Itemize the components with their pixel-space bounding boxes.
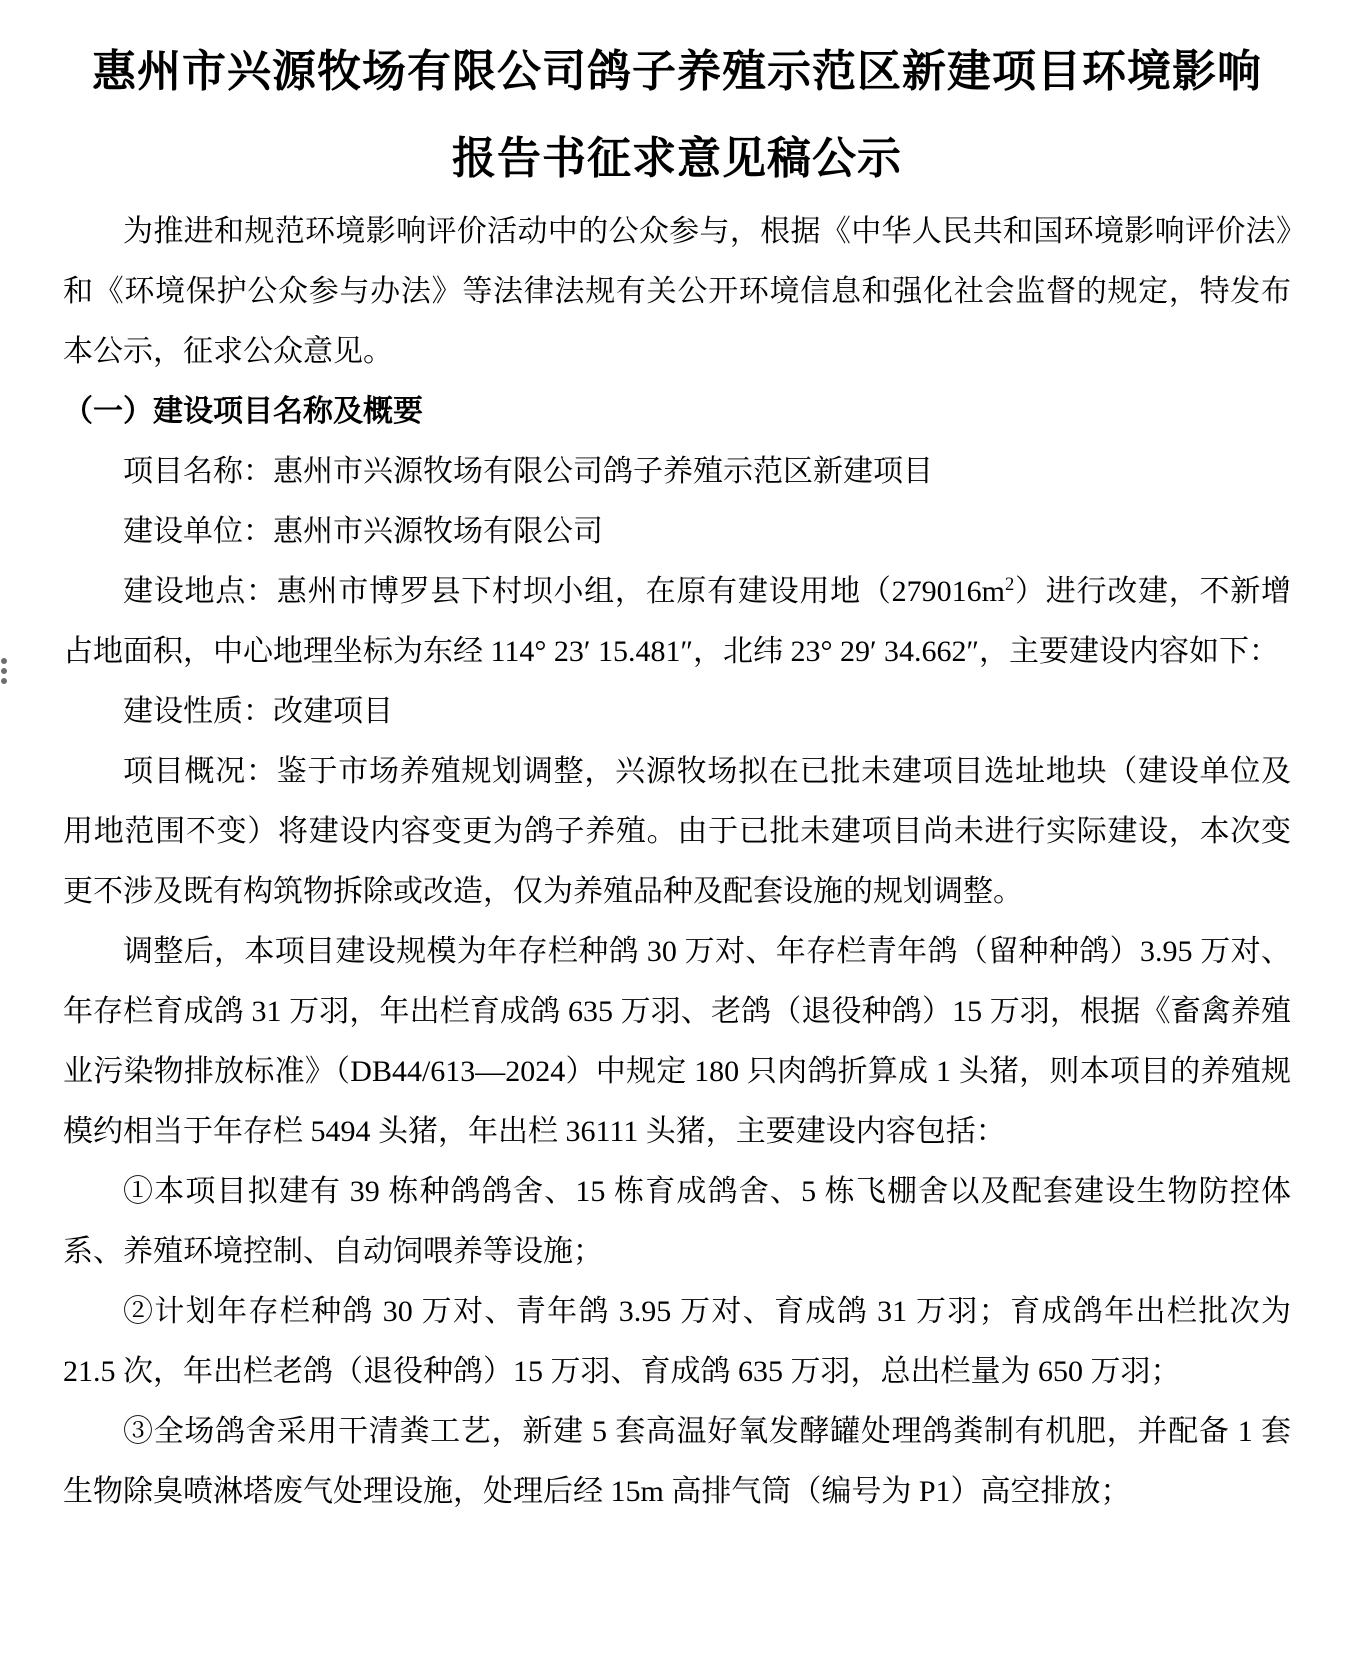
section-heading-1: （一）建设项目名称及概要: [63, 395, 423, 428]
site-text-post: ）进行改建，不新增占地面积，中心地理坐标为东经 114° 23′ 15.481″，北纬 23° 29′ 34.662″，主要建设内容如下：: [63, 575, 1291, 668]
document-title-line-1: 惠州市兴源牧场有限公司鸽子养殖示范区新建项目环境影响: [92, 47, 1262, 96]
document-title: [63, 28, 1291, 202]
paragraph-project-overview: 项目概况：鉴于市场养殖规划调整，兴源牧场拟在已批未建项目选址地块（建设单位及用地范围不变）将建设内容变更为鸽子养殖。由于已批未建项目尚未进行实际建设，本次变更不涉及既有构筑物拆除或改造，仅为养殖品种及配套设施的规划调整。: [63, 755, 1291, 908]
paragraph-construction-unit: 建设单位：惠州市兴源牧场有限公司: [123, 515, 603, 548]
document-title-line-2: 报告书征求意见稿公示: [452, 134, 902, 183]
site-text-pre: 建设地点：惠州市博罗县下村坝小组，在原有建设用地（279016m: [123, 575, 1005, 608]
paragraph-intro: 为推进和规范环境影响评价活动中的公众参与，根据《中华人民共和国环境影响评价法》和《环境保护公众参与办法》等法律法规有关公开环境信息和强化社会监督的规定，特发布本公示，征求公众意见。: [63, 215, 1291, 368]
document-text: [63, 202, 1291, 1522]
paragraph-list-item-3: ③全场鸽舍采用干清粪工艺，新建 5 套高温好氧发酵罐处理鸽粪制有机肥，并配备 1 套生物除臭喷淋塔废气处理设施，处理后经 15m 高排气筒（编号为 P1）高空排放；: [63, 1415, 1291, 1508]
paragraph-project-name: 项目名称：惠州市兴源牧场有限公司鸽子养殖示范区新建项目: [123, 455, 933, 488]
paragraph-list-item-1: ①本项目拟建有 39 栋种鸽鸽舍、15 栋育成鸽舍、5 栋飞棚舍以及配套建设生物防控体系、养殖环境控制、自动饲喂养等设施；: [63, 1175, 1291, 1268]
paragraph-project-scale: 调整后，本项目建设规模为年存栏种鸽 30 万对、年存栏青年鸽（留种种鸽）3.95 万对、年存栏育成鸽 31 万羽，年出栏育成鸽 635 万羽、老鸽（退役种鸽）15 万羽，根据《畜禽养殖业污染物排放标准》（DB44/613—2024）中规定 180 只肉鸽折算成 1 头猪，则本项目的养殖规模约相当于年存栏 5494 头猪，年出栏 36111 头猪，主要建设内容包括：: [63, 935, 1291, 1148]
paragraph-construction-nature: 建设性质：改建项目: [123, 695, 393, 728]
vertical-dots-handle-icon[interactable]: [1, 658, 7, 684]
paragraph-list-item-2: ②计划年存栏种鸽 30 万对、青年鸽 3.95 万对、育成鸽 31 万羽；育成鸽年出栏批次为 21.5 次，年出栏老鸽（退役种鸽）15 万羽、育成鸽 635 万羽，总出栏量为 650 万羽；: [63, 1295, 1291, 1388]
paragraph-construction-site: [63, 562, 1291, 682]
square-meter-superscript: 2: [1004, 574, 1015, 595]
